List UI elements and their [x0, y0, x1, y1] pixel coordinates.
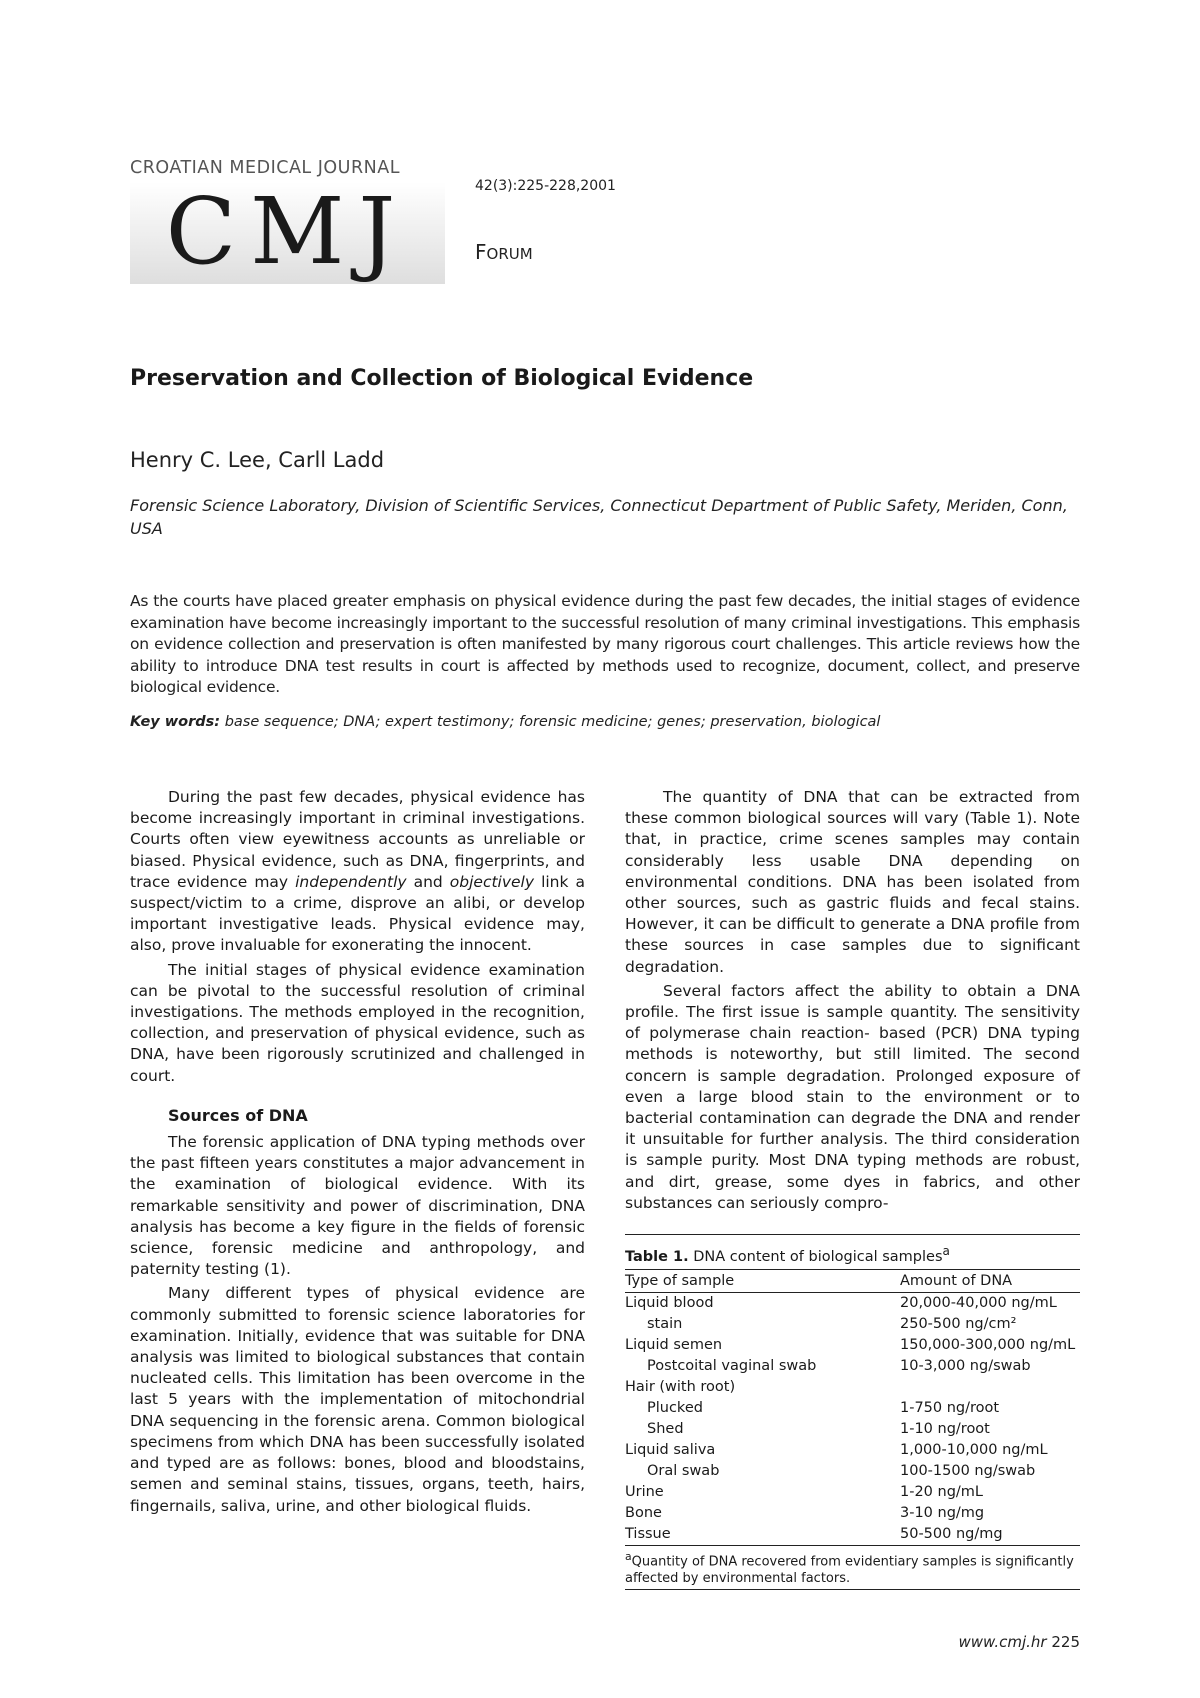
table-cell: 1-20 ng/mL	[900, 1483, 983, 1500]
logo-letters: CMJ	[165, 178, 410, 285]
dna-content-table	[625, 1269, 1080, 1546]
table-cell: Shed	[647, 1420, 684, 1437]
section-label-initial: F	[475, 240, 487, 264]
journal-url[interactable]: www.cmj.hr	[958, 1633, 1047, 1651]
article-abstract: As the courts have placed greater emphasis on physical evidence during the past few decades, the initial stages of evidence examination have become increasingly important to the successful resolution of many criminal investigations. This emphasis on evidence collection and preservation is often manifested by many rigorous court challenges. This article reviews how the ability to introduce DNA test results in court is affected by methods used to recognize, document, collect, and preserve biological evidence.	[130, 592, 1080, 696]
table-caption	[625, 1234, 1080, 1267]
table-caption-text: DNA content of biological samples	[688, 1248, 943, 1265]
paragraph: Several factors affect the ability to obtain a DNA profile. The first issue is sample quantity. The sensitivity of polymerase chain reaction- based (PCR) DNA typing methods is noteworthy, but still limited. The second concern is sample degradation. Prolonged exposure of even a large blood stain to the environment or to bacterial contamination can degrade the DNA and render it unsuitable for further analysis. The third consideration is sample purity. Most DNA typing methods are robust, and dirt, grease, some dyes in fabrics, and other substances can seriously compro-	[625, 981, 1080, 1212]
paragraph-text: During the past few decades, physical evidence has become increasingly important in criminal investigations. Courts often view eyewitness accounts as unreliable or biased. Physical evidence, such as DNA, fingerprints, and trace evidence may	[130, 788, 585, 891]
table-cell: Liquid semen	[625, 1336, 723, 1353]
table-cell: Oral swab	[647, 1462, 720, 1479]
table-row	[625, 1292, 1080, 1314]
table-cell: 1,000-10,000 ng/mL	[900, 1441, 1048, 1458]
table-cell: 100-1500 ng/swab	[900, 1462, 1036, 1479]
section-heading: Sources of DNA	[168, 1105, 308, 1125]
table-row	[625, 1377, 1080, 1398]
citation: 42(3):225-228,2001	[475, 178, 616, 194]
journal-name: CROATIAN MEDICAL JOURNAL	[130, 158, 400, 178]
table-cell: 250-500 ng/cm²	[900, 1315, 1017, 1332]
table-row	[625, 1503, 1080, 1524]
paragraph: The forensic application of DNA typing methods over the past fifteen years constitutes a major advancement in the examination of biological evidence. With its remarkable sensitivity and power of discrimination, DNA analysis has become a key figure in the fields of forensic science, forensic medicine and anthropology, and paternity testing (1).	[130, 1133, 585, 1279]
table-row	[625, 1314, 1080, 1335]
column-header: Type of sample	[625, 1269, 900, 1292]
paragraph-text: and	[406, 872, 450, 891]
table-cell: 20,000-40,000 ng/mL	[900, 1294, 1057, 1311]
emphasis: independently	[295, 872, 407, 891]
paragraph	[130, 787, 585, 957]
keywords-list: base sequence; DNA; expert testimony; forensic medicine; genes; preservation, biological	[220, 714, 881, 730]
table-cell: 10-3,000 ng/swab	[900, 1357, 1031, 1374]
keywords	[130, 714, 1080, 730]
body-left-column	[130, 787, 585, 1520]
table-cell: Liquid blood	[625, 1294, 714, 1311]
table-cell: Tissue	[625, 1524, 900, 1546]
table-cell: Bone	[625, 1504, 662, 1521]
article-authors: Henry C. Lee, Carll Ladd	[130, 448, 385, 472]
logo-box	[130, 178, 445, 285]
page-number: 225	[1046, 1633, 1080, 1651]
footnote-mark: a	[625, 1549, 632, 1563]
table-header-row	[625, 1269, 1080, 1292]
table-cell	[900, 1377, 1080, 1398]
table-cell: stain	[647, 1315, 683, 1332]
paragraph: Many different types of physical evidence are commonly submitted to forensic science laboratories for examination. Initially, evidence that was suitable for DNA analysis was limited to biological substances that contain nucleated cells. This limitation has been overcome in the last 5 years with the implementation of mitochondrial DNA sequencing in the forensic arena. Common biological specimens from which DNA has been successfully isolated and typed are as follows: bones, blood and bloodstains, semen and seminal stains, tissues, organs, teeth, hairs, fingernails, saliva, urine, and other biological fluids.	[130, 1284, 585, 1515]
table-cell: Urine	[625, 1483, 664, 1500]
table-cell: Postcoital vaginal swab	[647, 1357, 817, 1374]
table-cell: Liquid saliva	[625, 1441, 716, 1458]
section-label-rest: ORUM	[486, 245, 533, 263]
table-row	[625, 1524, 1080, 1546]
page-footer	[959, 1633, 1081, 1651]
body-right-column	[625, 787, 1080, 1217]
table-cell: 1-10 ng/root	[900, 1420, 990, 1437]
table-cell: 1-750 ng/root	[900, 1399, 1000, 1416]
article-affiliation: Forensic Science Laboratory, Division of Scientific Services, Connecticut Department of Public Safety, Meriden, Conn, USA	[130, 496, 1068, 538]
table-row	[625, 1461, 1080, 1482]
paragraph: The quantity of DNA that can be extracted from these common biological sources will vary (Table 1). Note that, in practice, crime scenes samples may contain considerably less usable DNA depending on environmental conditions. DNA has been isolated from other sources, such as gastric fluids and fecal stains. However, it can be difficult to generate a DNA profile from these sources in case samples due to significant degradation.	[625, 788, 1080, 976]
keywords-label: Key words:	[130, 714, 221, 730]
section-label	[475, 240, 533, 264]
table-row	[625, 1419, 1080, 1440]
table-row	[625, 1356, 1080, 1377]
table-row	[625, 1440, 1080, 1461]
table-footnote	[625, 1546, 1080, 1590]
emphasis: objectively	[449, 872, 535, 891]
footnote-text: Quantity of DNA recovered from evidentiary samples is significantly affected by environmental factors.	[625, 1554, 1074, 1587]
table-caption-label: Table 1.	[625, 1248, 689, 1265]
table-row	[625, 1335, 1080, 1356]
table-cell: 150,000-300,000 ng/mL	[900, 1336, 1076, 1353]
footnote-mark: a	[942, 1244, 950, 1258]
table-row	[625, 1398, 1080, 1419]
table-cell: Plucked	[647, 1399, 703, 1416]
paragraph: The initial stages of physical evidence examination can be pivotal to the successful resolution of criminal investigations. The methods employed in the recognition, collection, and preservation of physical evidence, such as DNA, have been rigorously scrutinized and challenged in court.	[130, 960, 585, 1085]
table-cell: 50-500 ng/mg	[900, 1524, 1080, 1546]
article-title: Preservation and Collection of Biological Evidence	[130, 366, 754, 391]
table-cell: Hair (with root)	[625, 1378, 736, 1395]
paragraph-text: link a suspect/victim to a crime, disprove an alibi, or develop important investigative leads. Physical evidence may, also, prove invaluable for exonerating the innocent.	[130, 872, 585, 955]
table-row	[625, 1482, 1080, 1503]
column-header: Amount of DNA	[900, 1269, 1080, 1292]
table-cell: 3-10 ng/mg	[900, 1504, 985, 1521]
table-1	[625, 1234, 1080, 1590]
journal-logo	[130, 157, 445, 284]
